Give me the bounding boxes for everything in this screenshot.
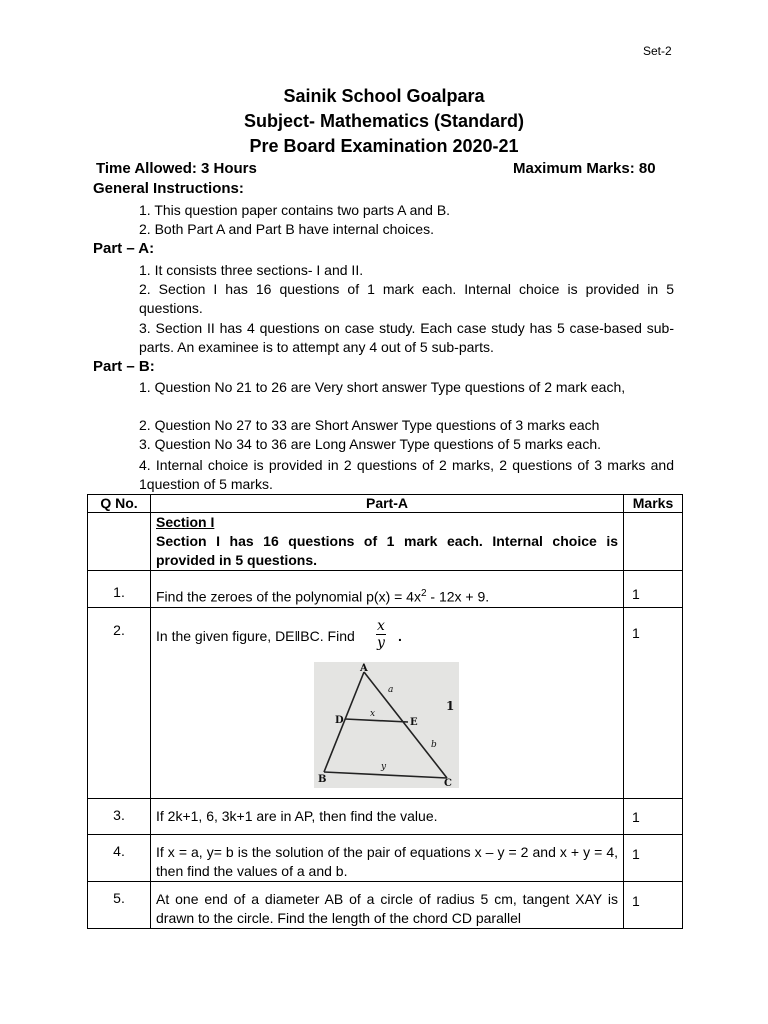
- svg-text:A: A: [360, 662, 368, 674]
- exam-title: Pre Board Examination 2020-21: [249, 136, 519, 156]
- question-marks: 1: [624, 834, 683, 881]
- part-b-instruction-2: 2. Question No 27 to 33 are Short Answer Type questions of 3 marks each: [139, 417, 600, 433]
- section-title: Section I: [156, 514, 215, 530]
- header-part: Part-A: [151, 495, 624, 513]
- question-number: 2.: [88, 607, 151, 798]
- question-text: If 2k+1, 6, 3k+1 are in AP, then find the value.: [151, 798, 624, 834]
- table-header-row: [88, 495, 683, 513]
- part-b-instruction-1: 1. Question No 21 to 26 are Very short answer Type questions of 2 mark each,: [139, 379, 626, 395]
- svg-text:y: y: [381, 761, 387, 772]
- question-text: Find the zeroes of the polynomial $p(x) = 4x^2 - 12x + 9$.: [151, 571, 624, 608]
- section-description: Section I has 16 questions of 1 mark each. Internal choice is provided in 5 questions.: [156, 533, 618, 568]
- svg-text:1: 1: [446, 698, 455, 713]
- question-text: If x = a, y= b is the solution of the pair of equations x – y = 2 and x + y = 4, then find the values of a and b.: [151, 834, 624, 881]
- part-a-heading: Part – A:: [93, 240, 155, 257]
- question-number: 4.: [88, 834, 151, 881]
- svg-text:B: B: [318, 773, 327, 785]
- general-instructions-heading: General Instructions:: [93, 180, 244, 197]
- svg-text:E: E: [410, 716, 418, 728]
- time-allowed: Time Allowed: 3 Hours: [96, 160, 257, 177]
- fraction-x-over-y: $\frac{x}{y}$: [376, 617, 385, 651]
- question-2-content: In the given figure, DEǁBC. Find $\frac{x}{y}$ . A B C D E 1 a x b y: [151, 608, 623, 798]
- table-row: [88, 607, 683, 798]
- question-number: 3.: [88, 798, 151, 834]
- part-b-heading: Part – B:: [93, 358, 155, 375]
- question-marks: 1: [624, 798, 683, 834]
- part-a-instruction-2: 2. Section I has 16 questions of 1 mark each. Internal choice is provided in 5 questions.: [139, 281, 674, 316]
- question-number: 5.: [88, 881, 151, 928]
- part-a-instruction-1: 1. It consists three sections- I and II.: [139, 262, 364, 278]
- table-row: [88, 834, 683, 881]
- triangle-figure: [314, 662, 459, 788]
- section-row: [88, 513, 683, 571]
- part-b-instruction-3: 3. Question No 34 to 36 are Long Answer Type questions of 5 marks each.: [139, 436, 602, 452]
- header-marks: Marks: [624, 495, 683, 513]
- question-text: At one end of a diameter AB of a circle of radius 5 cm, tangent XAY is drawn to the circle. Find the length of the chord CD parallel: [151, 881, 624, 928]
- set-label: Set-2: [643, 44, 672, 58]
- question-marks: 1: [624, 607, 683, 798]
- question-number: 1.: [88, 571, 151, 608]
- svg-text:b: b: [431, 739, 437, 750]
- school-name: Sainik School Goalpara: [283, 86, 485, 106]
- questions-table: [87, 494, 683, 929]
- question-text: In the given figure, DEǁBC. Find: [156, 627, 355, 644]
- question-marks: 1: [624, 881, 683, 928]
- part-a-instruction-3: 3. Section II has 4 questions on case study. Each case study has 5 case-based sub- parts. An examinee is to attempt any 4 out of 5 sub-parts.: [139, 320, 674, 355]
- table-row: [88, 798, 683, 834]
- table-row: [88, 571, 683, 608]
- question-marks: 1: [624, 571, 683, 608]
- header-qno: Q No.: [88, 495, 151, 513]
- svg-text:D: D: [335, 714, 344, 726]
- general-instruction-2: 2. Both Part A and Part B have internal choices.: [139, 221, 434, 237]
- table-row: [88, 881, 683, 928]
- general-instruction-1: 1. This question paper contains two parts A and B.: [139, 202, 451, 218]
- maximum-marks: Maximum Marks: 80: [513, 160, 656, 177]
- svg-text:C: C: [444, 777, 452, 788]
- subject-title: Subject- Mathematics (Standard): [243, 111, 525, 131]
- svg-text:x: x: [370, 708, 376, 719]
- svg-text:a: a: [388, 684, 394, 695]
- part-b-instruction-4: 4. Internal choice is provided in 2 questions of 2 marks, 2 questions of 3 marks and 1question of 5 marks.: [139, 457, 674, 492]
